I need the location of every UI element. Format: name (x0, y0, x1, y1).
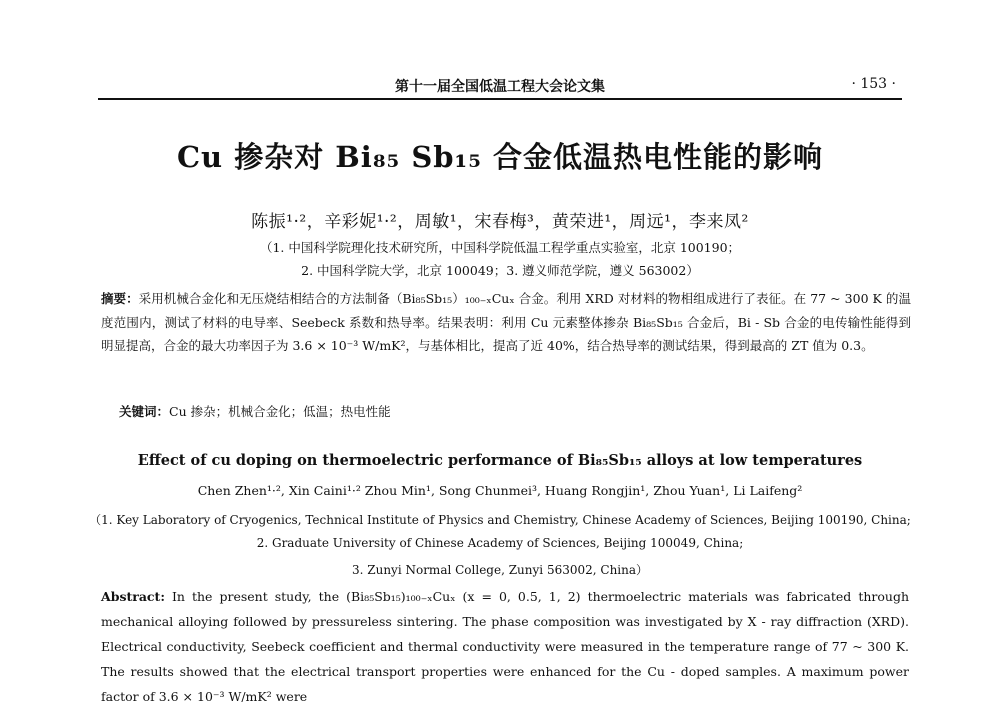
page-number: · 153 · (851, 76, 896, 92)
keywords-cn-text: Cu 掺杂；机械合金化；低温；热电性能 (169, 404, 391, 419)
abstract-cn-text: 采用机械合金化和无压烧结相结合的方法制备（Bi₈₅Sb₁₅）₁₀₀₋ₓCuₓ 合金。利用 XRD 对材料的物相组成进行了表征。在 77 ~ 300 K 的温度范围内，测试了材料的电导率、Seebeck 系数和热导率。结果表明：利用 Cu 元素整体掺杂 Bi₈₅Sb₁₅ 合金后，Bi - Sb 合金的电传输性能得到明显提高，合金的最大功率因子为 3.6 × 10⁻³ W/mK²，与基体相比，提高了近 40%，结合热导率的测试结果，得到最高的 ZT 值为 0.3。 (101, 291, 911, 353)
paper-title-cn: Cu 掺杂对 Bi₈₅ Sb₁₅ 合金低温热电性能的影响 (176, 140, 824, 174)
abstract-cn-label: 摘要： (101, 291, 139, 306)
keywords-cn-label: 关键词： (119, 404, 170, 419)
abstract-en (101, 584, 909, 709)
affiliation-en-line: （1. Key Laboratory of Cryogenics, Technical Institute of Physics and Chemistry, Chinese Academy of Sciences, Beijing 100190, China; (89, 513, 911, 527)
affiliation-cn-line: 2. 中国科学院大学，北京 100049；3. 遵义师范学院，遵义 563002） (301, 263, 699, 278)
abstract-cn (101, 287, 911, 358)
abstract-en-text: In the present study, the (Bi₈₅Sb₁₅)₁₀₀₋ₓCuₓ (x = 0, 0.5, 1, 2) thermoelectric materials was fabricated through mechanical alloying followed by pressureless sintering. The phase composition was investigated by X - ray diffraction (XRD). Electrical conductivity, Seebeck coefficient and thermal conductivity were measured in the temperature range of 77 ~ 300 K. The results showed that the electrical transport properties were enhanced for the Cu - doped samples. A maximum power factor of 3.6 × 10⁻³ W/mK² were (101, 589, 909, 704)
running-title: 第十一届全国低温工程大会论文集 (395, 79, 605, 95)
affiliation-cn-line: （1. 中国科学院理化技术研究所，中国科学院低温工程学重点实验室，北京 100190； (259, 240, 741, 255)
keywords-cn (119, 402, 391, 420)
affiliation-en-line: 2. Graduate University of Chinese Academy of Sciences, Beijing 100049, China; (256, 536, 744, 550)
authors-cn: 陈振¹·²，辛彩妮¹·²，周敏¹，宋春梅³，黄荣进¹，周远¹，李来凤² (251, 212, 749, 232)
abstract-en-label: Abstract: (101, 589, 165, 604)
page-header (98, 76, 902, 100)
paper-title-en: Effect of cu doping on thermoelectric performance of Bi₈₅Sb₁₅ alloys at low temperatures (137, 452, 863, 469)
authors-en: Chen Zhen¹·², Xin Caini¹·² Zhou Min¹, Song Chunmei³, Huang Rongjin¹, Zhou Yuan¹, Li Laifeng² (197, 483, 803, 498)
affiliation-en-line: 3. Zunyi Normal College, Zunyi 563002, China） (351, 563, 649, 577)
